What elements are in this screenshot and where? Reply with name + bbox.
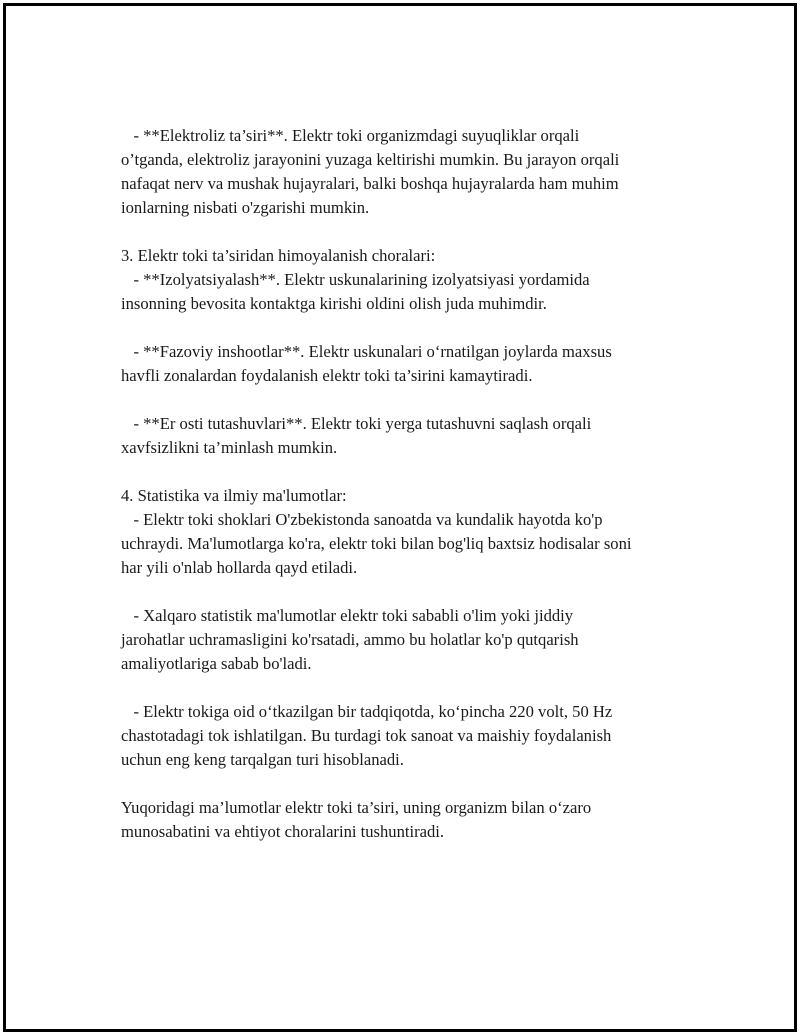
section-heading: 4. Statistika va ilmiy ma'lumotlar: (121, 486, 347, 505)
text-line: - **Er osti tutashuvlari**. Elektr toki yerga tutashuvni saqlash orqali (121, 414, 592, 433)
text-line: har yili o'nlab hollarda qayd etiladi. (121, 558, 358, 577)
paragraph-gap (121, 580, 701, 604)
text-line: o’tganda, elektroliz jarayonini yuzaga keltirishi mumkin. Bu jarayon orqali (121, 150, 620, 169)
text-line: nafaqat nerv va mushak hujayralari, balki boshqa hujayralarda ham muhim (121, 174, 619, 193)
paragraph-gap (121, 676, 701, 700)
paragraph-international-statistics (121, 604, 701, 676)
text-line: Yuqoridagi ma’lumotlar elektr toki ta’siri, uning organizm bilan o‘zaro (121, 798, 592, 817)
text-line: - Elektr tokiga oid o‘tkazilgan bir tadqiqotda, ko‘pincha 220 volt, 50 Hz (121, 702, 613, 721)
text-line: - **Elektroliz ta’siri**. Elektr toki organizmdagi suyuqliklar orqali (121, 126, 580, 145)
paragraph-gap (121, 316, 701, 340)
paragraph-gap (121, 772, 701, 796)
text-line: insonning bevosita kontaktga kirishi oldini olish juda muhimdir. (121, 294, 547, 313)
paragraph-research (121, 700, 701, 772)
paragraph-protection-insulation (121, 244, 701, 316)
text-line: - Xalqaro statistik ma'lumotlar elektr toki sababli o'lim yoki jiddiy (121, 606, 574, 625)
text-line: uchun eng keng tarqalgan turi hisoblanadi. (121, 750, 404, 769)
paragraph-gap (121, 460, 701, 484)
paragraph-conclusion (121, 796, 701, 844)
text-line: amaliyotlariga sabab bo'ladi. (121, 654, 312, 673)
paragraph-statistics (121, 484, 701, 580)
text-line: jarohatlar uchramasligini ko'rsatadi, ammo bu holatlar ko'p qutqarish (121, 630, 579, 649)
paragraph-gap (121, 220, 701, 244)
text-line: xavfsizlikni ta’minlash mumkin. (121, 438, 338, 457)
paragraph-spatial-structures (121, 340, 701, 388)
text-line: chastotadagi tok ishlatilgan. Bu turdagi tok sanoat va maishiy foydalanish (121, 726, 612, 745)
section-heading: 3. Elektr toki ta’siridan himoyalanish choralari: (121, 246, 436, 265)
page-frame (3, 3, 797, 1032)
text-line: ionlarning nisbati o'zgarishi mumkin. (121, 198, 370, 217)
text-line: uchraydi. Ma'lumotlarga ko'ra, elektr toki bilan bog'liq baxtsiz hodisalar soni (121, 534, 632, 553)
text-line: munosabatini va ehtiyot choralarini tushuntiradi. (121, 822, 445, 841)
document-body (121, 124, 701, 844)
paragraph-electrolysis (121, 124, 701, 220)
text-line: havfli zonalardan foydalanish elektr toki ta’sirini kamaytiradi. (121, 366, 533, 385)
paragraph-gap (121, 388, 701, 412)
text-line: - **Fazoviy inshootlar**. Elektr uskunalari o‘rnatilgan joylarda maxsus (121, 342, 612, 361)
text-line: - **Izolyatsiyalash**. Elektr uskunalarining izolyatsiyasi yordamida (121, 270, 590, 289)
paragraph-grounding (121, 412, 701, 460)
text-line: - Elektr toki shoklari O'zbekistonda sanoatda va kundalik hayotda ko'p (121, 510, 603, 529)
